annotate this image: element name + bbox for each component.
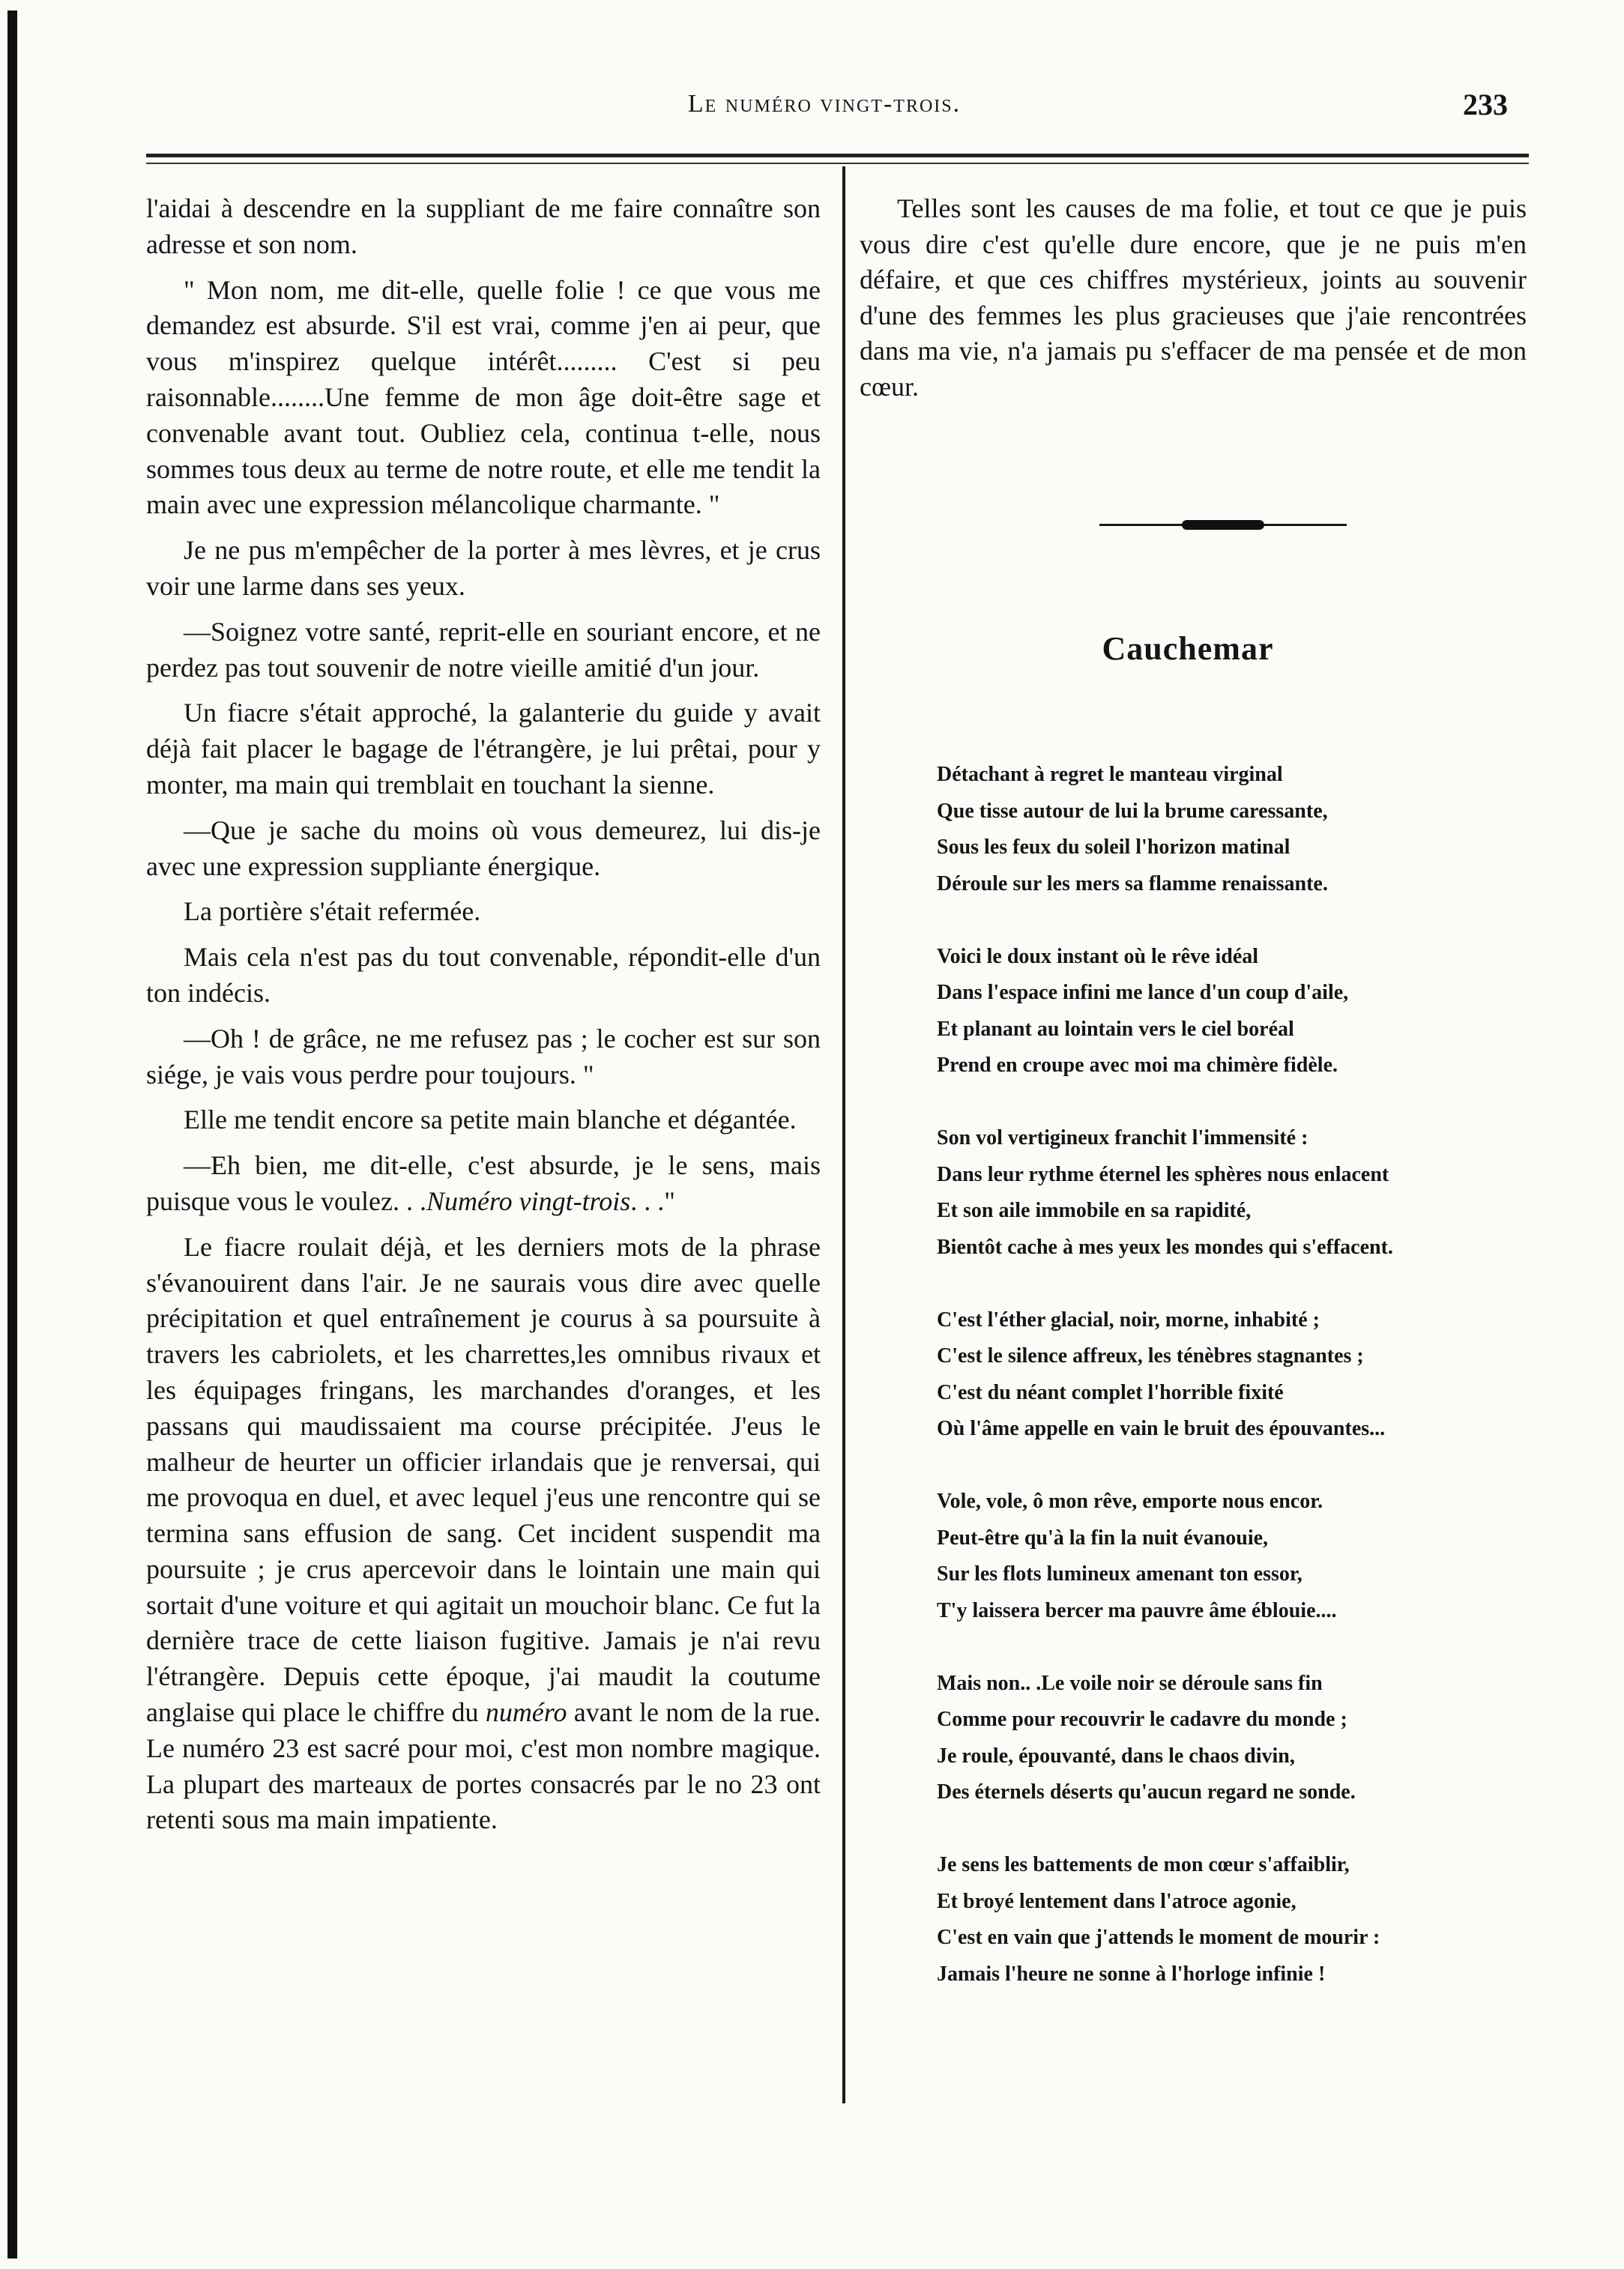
section-ornament	[1099, 519, 1347, 531]
ornament-bulge	[1182, 520, 1264, 530]
running-head	[0, 90, 1624, 135]
paragraph	[146, 1148, 821, 1220]
poem-line: Déroule sur les mers sa flamme renaissante.	[937, 871, 1328, 895]
poem-line: Que tisse autour de lui la brume caressante,	[937, 799, 1328, 823]
poem-line: Voici le doux instant où le rêve idéal	[937, 944, 1259, 968]
poem-line: C'est l'éther glacial, noir, morne, inhabité ;	[937, 1308, 1320, 1332]
poem-line: T'y laissera bercer ma pauvre âme éblouie....	[937, 1598, 1337, 1622]
italic-word: numéro	[485, 1697, 567, 1728]
paragraph: —Que je sache du moins où vous demeurez, lui dis-je avec une expression suppliante énergique.	[146, 815, 821, 881]
poem-line: Peut-être qu'à la fin la nuit évanouie,	[937, 1526, 1269, 1550]
poem-line: Et planant au lointain vers le ciel boréal	[937, 1017, 1294, 1041]
paragraph-text: Le fiacre roulait déjà, et les derniers mots de la phrase s'évanouirent dans l'air. Je ne saurais vous dire avec quelle précipitation et quel entraînement je courus à sa poursuite à travers les cabriolets, et les charrettes,les omnibus rivaux et les équipages fringans, les marchandes d'oranges, et les passans qui maudissaient ma course précipitée. J'eus le malheur de heurter un officier irlandais que je renversai, qui me provoqua en duel, et avec lequel j'eus une rencontre qui se termina sans effusion de sang. Cet incident suspendit ma poursuite ; je crus apercevoir dans le lointain une main qui sortait d'une voiture et qui agitait un mouchoir blanc. Ce fut la dernière trace de cette liaison fugitive. Jamais je n'ai revu l'étrangère. Depuis cette époque, j'ai maudit la coutume anglaise qui place le chiffre du	[146, 1231, 821, 1728]
paragraph-text: —Eh bien, me dit-elle, c'est absurde, je le sens, mais puisque vous le voulez. . .	[146, 1150, 821, 1216]
italic-phrase: Numéro vingt-trois	[426, 1185, 631, 1216]
poem-line: Prend en croupe avec moi ma chimère fidèle.	[937, 1054, 1338, 1077]
paragraph: —Soignez votre santé, reprit-elle en souriant encore, et ne perdez pas tout souvenir de notre vieille amitié d'un jour.	[146, 616, 821, 683]
poem-line: Je roule, épouvanté, dans le chaos divin,	[937, 1744, 1295, 1768]
poem-line: Sous les feux du soleil l'horizon matinal	[937, 836, 1291, 859]
closing-paragraph: Telles sont les causes de ma folie, et tout ce que je puis vous dire c'est qu'elle dure encore, que je ne puis m'en défaire, et que ces chiffres mystérieux, joints au souvenir d'une des femmes les plus gracieuses que j'aie rencontrées dans ma vie, n'a jamais pu s'effacer de ma pensée et de mon cœur.	[860, 193, 1527, 402]
running-title: Le numéro vingt-trois.	[687, 90, 962, 118]
paragraph	[146, 1230, 821, 1839]
paragraph-text: avant le nom de la rue. Le numéro 23 est sacré pour moi, c'est mon nombre magique. La plupart des marteaux de portes consacrés par le no 23 ont retenti sous ma main impatiente.	[146, 1697, 821, 1835]
header-rule-thick	[146, 154, 1529, 157]
poem-stanza	[937, 757, 1521, 902]
poem	[937, 757, 1521, 2029]
poem-line: Détachant à regret le manteau virginal	[937, 763, 1283, 786]
paragraph: " Mon nom, me dit-elle, quelle folie ! ce que vous me demandez est absurde. S'il est vrai, comme j'en ai peur, que vous m'inspirez quelque intérêt......... C'est si peu raisonnable........Une femme de mon âge doit-être sage et convenable avant tout. Oubliez cela, continua t-elle, nous sommes tous deux au terme de notre route, et elle me tendit la main avec une expression mélancolique charmante. "	[146, 274, 821, 520]
header-rule-thin	[146, 163, 1529, 164]
poem-line: Son vol vertigineux franchit l'immensité :	[937, 1126, 1308, 1149]
poem-line: Je sens les battements de mon cœur s'affaiblir,	[937, 1853, 1350, 1876]
paragraph: l'aidai à descendre en la suppliant de me faire connaître son adresse et son nom.	[146, 193, 821, 259]
paragraph: Un fiacre s'était approché, la galanterie du guide y avait déjà fait placer le bagage de l'étrangère, je lui prêtai, pour y monter, ma main qui tremblait en touchant la sienne.	[146, 698, 821, 800]
poem-line: C'est le silence affreux, les ténèbres stagnantes ;	[937, 1344, 1364, 1368]
left-column	[146, 191, 821, 1848]
poem-line: Sur les flots lumineux amenant ton essor,	[937, 1562, 1302, 1586]
poem-line: Des éternels déserts qu'aucun regard ne sonde.	[937, 1780, 1356, 1804]
paragraph: Je ne pus m'empêcher de la porter à mes lèvres, et je crus voir une larme dans ses yeux.	[146, 535, 821, 601]
poem-stanza	[937, 939, 1521, 1084]
page-edge-border	[7, 10, 17, 2259]
poem-line: Et son aile immobile en sa rapidité,	[937, 1199, 1252, 1222]
poem-line: Dans l'espace infini me lance d'un coup d'aile,	[937, 981, 1349, 1004]
poem-stanza	[937, 1120, 1521, 1266]
poem-stanza	[937, 1847, 1521, 1992]
poem-line: Vole, vole, ô mon rêve, emporte nous encor.	[937, 1490, 1323, 1513]
poem-stanza	[937, 1302, 1521, 1448]
paragraph: —Oh ! de grâce, ne me refusez pas ; le cocher est sur son siége, je vais vous perdre pour toujours. "	[146, 1023, 821, 1090]
poem-line: Où l'âme appelle en vain le bruit des épouvantes...	[937, 1417, 1386, 1440]
paragraph: La portière s'était refermée.	[184, 896, 481, 927]
poem-title: Cauchemar	[1102, 630, 1274, 667]
poem-stanza	[937, 1666, 1521, 1811]
poem-line: Mais non.. .Le voile noir se déroule sans fin	[937, 1671, 1323, 1695]
poem-line: Jamais l'heure ne sonne à l'horloge infinie !	[937, 1962, 1326, 1986]
paragraph: Mais cela n'est pas du tout convenable, répondit-elle d'un ton indécis.	[146, 942, 821, 1008]
column-divider	[842, 166, 845, 2103]
poem-line: Comme pour recouvrir le cadavre du monde ;	[937, 1708, 1347, 1731]
poem-line: Bientôt cache à mes yeux les mondes qui s'effacent.	[937, 1235, 1393, 1259]
poem-line: Dans leur rythme éternel les sphères nous enlacent	[937, 1162, 1389, 1186]
poem-stanza	[937, 1484, 1521, 1629]
poem-line: C'est du néant complet l'horrible fixité	[937, 1380, 1284, 1404]
right-column	[860, 191, 1527, 405]
phrase-tail: . . ."	[630, 1185, 675, 1216]
paragraph: Elle me tendit encore sa petite main blanche et dégantée.	[184, 1105, 797, 1135]
page-number: 233	[1463, 88, 1508, 121]
poem-line: C'est en vain que j'attends le moment de mourir :	[937, 1926, 1380, 1949]
poem-line: Et broyé lentement dans l'atroce agonie,	[937, 1889, 1297, 1913]
